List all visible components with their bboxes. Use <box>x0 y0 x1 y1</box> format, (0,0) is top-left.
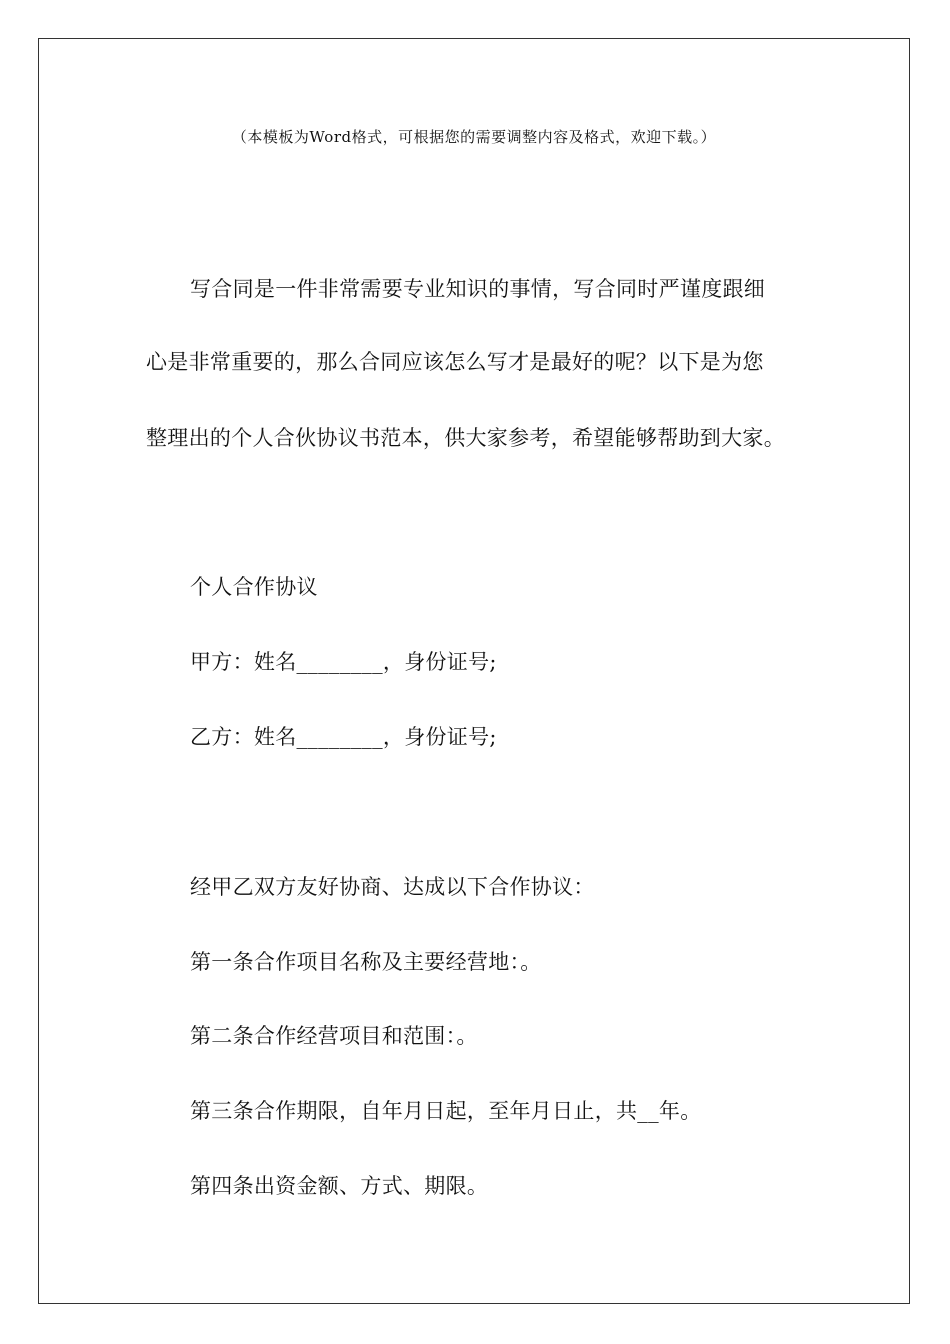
intro-line-1: 写合同是一件非常需要专业知识的事情，写合同时严谨度跟细 <box>190 277 766 301</box>
intro-line-2: 心是非常重要的，那么合同应该怎么写才是最好的呢？以下是为您 <box>146 350 764 374</box>
preamble-line: 经甲乙双方友好协商、达成以下合作协议： <box>190 875 595 899</box>
party-a-line: 甲方：姓名________，身份证号; <box>190 650 497 674</box>
agreement-title: 个人合作协议 <box>190 575 318 599</box>
article-2: 第二条合作经营项目和范围：。 <box>190 1024 478 1048</box>
party-b-line: 乙方：姓名________，身份证号; <box>190 725 497 749</box>
article-4: 第四条出资金额、方式、期限。 <box>190 1174 489 1198</box>
template-note: （本模板为Word格式，可根据您的需要调整内容及格式，欢迎下载。） <box>231 128 717 146</box>
article-3: 第三条合作期限，自年月日起，至年月日止，共__年。 <box>190 1099 702 1123</box>
intro-line-3: 整理出的个人合伙协议书范本，供大家参考，希望能够帮助到大家。 <box>146 426 785 450</box>
article-1: 第一条合作项目名称及主要经营地：。 <box>190 950 542 974</box>
